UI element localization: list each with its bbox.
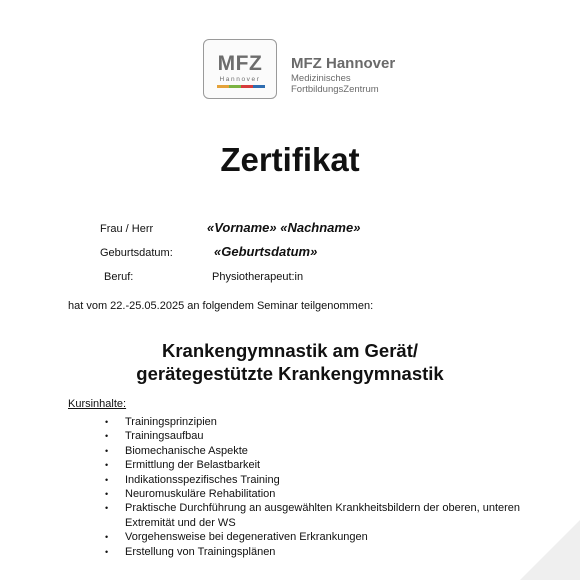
logo-bar-segment [253,85,265,88]
list-item-text: Praktische Durchführung an ausgewählten Krankheitsbildern der oberen, unteren Extremität und der WS [125,502,521,529]
list-item-text: Ermittlung der Belastbarkeit [125,459,261,472]
logo-sub-text: Hannover [219,76,261,83]
logo-badge [203,39,277,99]
profession-value: Physiotherapeut:in [212,271,304,283]
seminar-title-line-2: gerätegestützte Krankengymnastik [136,363,444,384]
list-item-text: Neuromuskuläre Rehabilitation [125,488,276,501]
bullet-icon: • [105,431,109,442]
logo-bar-segment [241,85,253,88]
list-item [105,429,535,443]
logo-name: MFZ Hannover [291,55,396,72]
list-item-text: Trainingsaufbau [125,430,204,443]
birthdate-value: «Geburtsdatum» [214,244,318,259]
seminar-title-line-1: Krankengymnastik am Gerät/ [161,340,419,361]
logo-bar-segment [229,85,241,88]
logo-mark-text: MFZ [217,52,263,75]
list-item-text: Indikationsspezifisches Training [125,473,280,486]
logo-color-bar [217,85,265,88]
list-item [105,473,535,487]
bullet-icon: • [105,445,109,456]
logo-wordmark [291,56,395,95]
bullet-icon: • [105,546,109,557]
list-item-text: Erstellung von Trainingsplänen [125,545,276,558]
bullet-icon: • [105,417,109,427]
logo-line-2: FortbildungsZentrum [291,84,379,95]
seminar-title [0,339,580,385]
list-item-text: Vorgehensweise bei degenerativen Erkrankungen [125,531,368,544]
logo-bar-segment [217,85,229,88]
participation-statement: hat vom 22.-25.05.2025 an folgendem Seminar teilgenommen: [68,300,374,312]
list-item [105,458,535,472]
list-item [105,545,535,559]
bullet-icon: • [105,474,109,485]
bullet-icon: • [105,503,109,514]
name-value: «Vorname» «Nachname» [207,220,361,235]
list-item [105,444,535,458]
name-label: Frau / Herr [100,223,154,235]
birthdate-label: Geburtsdatum: [100,247,173,259]
list-item-text: Biomechanische Aspekte [125,444,248,457]
list-item-text: Trainingsprinzipien [125,416,217,428]
profession-label: Beruf: [104,271,134,283]
list-item [105,415,535,429]
list-item [105,530,535,544]
list-item [105,487,535,501]
bullet-icon: • [105,489,109,500]
course-contents-label: Kursinhalte: [68,398,127,410]
bullet-icon: • [105,460,109,471]
mfz-logo [203,39,395,99]
course-contents-list [105,415,535,559]
bullet-icon: • [105,532,109,543]
logo-line-1: Medizinisches [291,73,351,84]
list-item [105,501,535,530]
certificate-title: Zertifikat [220,141,360,178]
